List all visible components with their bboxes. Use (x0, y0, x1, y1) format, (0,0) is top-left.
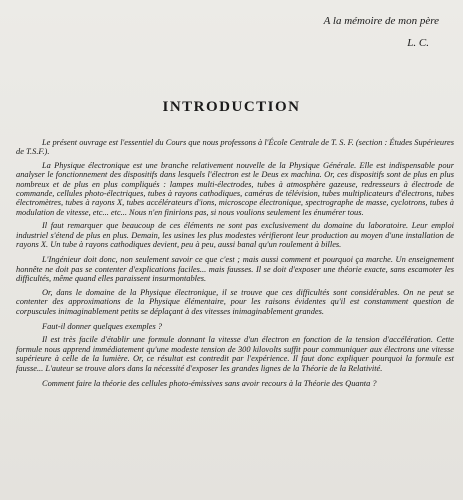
paragraph: Il faut remarquer que beaucoup de ces éléments ne sont pas exclusivement du domaine du laboratoire. Leur emploi industriel s'étend de plus en plus. Demain, les usines les plus modestes vérifieront leur production au moyen d'une installation de rayons X. Un tube à rayons cathodiques devient, peu à peu, aussi banal qu'un roulement à billes. (16, 221, 454, 250)
paragraph: La Physique électronique est une branche relativement nouvelle de la Physique Générale. Elle est indispensable pour analyser le fonctionnement des dispositifs dans lesquels l'électron est le Deus ex machina. Or, ces dispositifs sont de plus en plus nombreux et de plus en plus compliqués : lampes multi-électrodes, tubes à atmosphère gazeuse, redresseurs à électrode de commande, cellules photo-électriques, tubes à rayons cathodiques, caméras de télévision, tubes multiplicateurs d'électrons, tubes électromètres, tubes à rayons X, tubes accélérateurs d'ions, microscope électronique, spectrographe de masse, cyclotrons, tubes à modulation de vitesse, etc... etc... Nous n'en finirions pas, si nous voulions seulement les énumérer tous. (16, 160, 454, 217)
dedication-signature: L. C. (407, 37, 429, 49)
paragraph: Le présent ouvrage est l'essentiel du Cours que nous professons à l'École Centrale de T. S. F. (section : Études Supérieures de T.S.F.). (16, 138, 454, 157)
dedication-text: A la mémoire de mon père (323, 15, 439, 27)
paragraph: L'Ingénieur doit donc, non seulement savoir ce que c'est ; mais aussi comment et pourquoi ça marche. Un enseignement honnête ne doit pas se contenter d'explications faciles... mais fausses. Il se doit d'exposer une théorie exacte, sans escamoter les difficultés, même quand elles paraissent insurmontables. (16, 255, 454, 284)
body-text (16, 138, 454, 392)
page-title: INTRODUCTION (162, 99, 301, 115)
paragraph: Or, dans le domaine de la Physique électronique, il se trouve que ces difficultés sont considérables. On ne peut se contenter des approximations de la Physique élémentaire, pour les raisons évidentes qu'il est constamment question de corpuscules inimaginablement petits se déplaçant à des vitesses inimaginablement grandes. (16, 287, 454, 316)
paragraph: Faut-il donner quelques exemples ? (42, 321, 163, 331)
paragraph: Comment faire la théorie des cellules photo-émissives sans avoir recours à la Théorie des Quanta ? (42, 378, 377, 388)
dedication (239, 10, 439, 54)
paragraph: Il est très facile d'établir une formule donnant la vitesse d'un électron en fonction de la tension d'accélération. Cette formule nous apprend immédiatement qu'une modeste tension de 300 kilovolts suffit pour communiquer aux électrons une vitesse supérieure à celle de la lumière. Or, ce résultat est contredit par l'expérience. Il faut donc expliquer pourquoi la formule est fausse... L'auteur se trouve alors dans la nécessité d'exposer les grandes lignes de la Théorie de la Relativité. (16, 335, 454, 373)
